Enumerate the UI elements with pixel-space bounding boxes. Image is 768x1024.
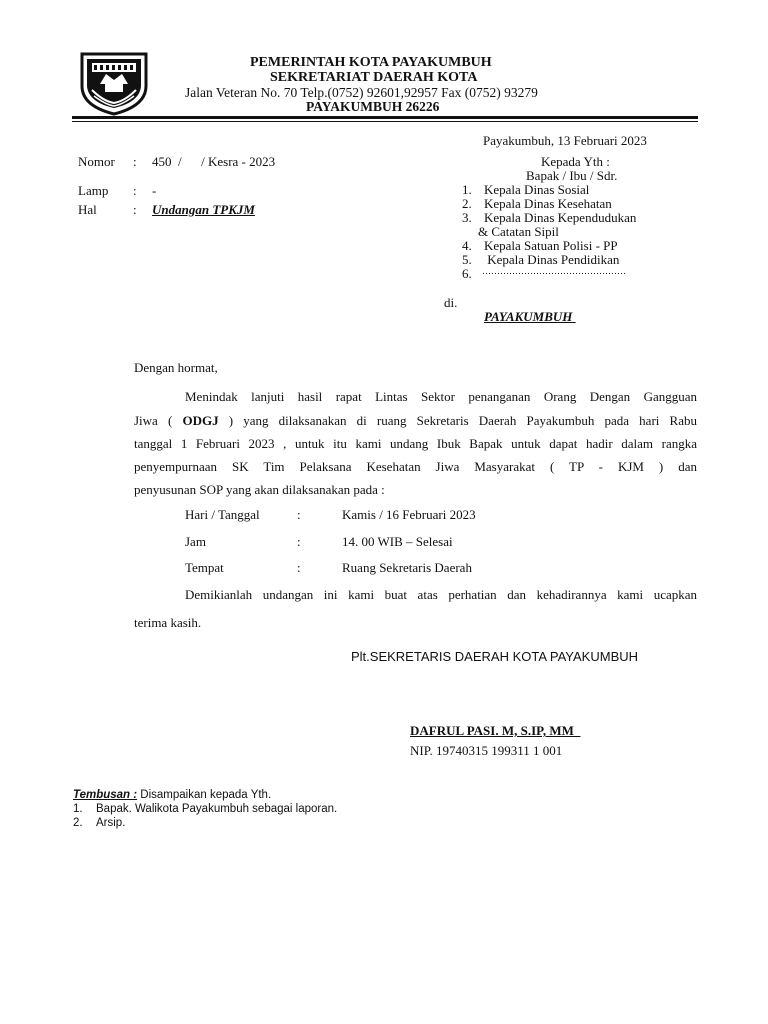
recipient-city: PAYAKUMBUH bbox=[484, 309, 576, 324]
closing-line-2: terima kasih. bbox=[134, 615, 202, 630]
recipient-item-6-dots: ………………………………………… bbox=[482, 266, 626, 276]
recipient-item-2: Kepala Dinas Kesehatan bbox=[484, 196, 612, 211]
schedule-label-time: Jam bbox=[185, 534, 206, 549]
nomor-colon: : bbox=[133, 154, 137, 169]
recipient-item-4: Kepala Satuan Polisi - PP bbox=[484, 238, 618, 253]
closing-line-1: Demikianlah undangan ini kami buat atas perhatian dan kehadirannya kami ucapkan bbox=[185, 587, 697, 602]
lamp-colon: : bbox=[133, 183, 137, 198]
signatory-nip: NIP. 19740315 199311 1 001 bbox=[410, 743, 563, 758]
hal-value: Undangan TPKJM bbox=[152, 202, 255, 217]
city-emblem-logo bbox=[78, 50, 150, 116]
recipient-item-1: Kepala Dinas Sosial bbox=[484, 182, 590, 197]
recipient-num-2: 2. bbox=[462, 196, 472, 211]
paragraph-line-2-c: ) yang dilaksanakan di ruang Sekretaris Daerah Payakumbuh pada hari Rabu bbox=[218, 413, 697, 428]
schedule-colon-day: : bbox=[297, 507, 301, 522]
nomor-value: 450 / / Kesra - 2023 bbox=[152, 154, 276, 169]
signatory-name: DAFRUL PASI. M, S.IP, MM bbox=[410, 723, 581, 738]
hal-colon: : bbox=[133, 202, 137, 217]
header-secretariat: SEKRETARIAT DAERAH KOTA bbox=[270, 70, 478, 85]
tembusan-line bbox=[73, 789, 271, 801]
kepada-yth: Kepada Yth : bbox=[541, 154, 610, 169]
schedule-label-place: Tempat bbox=[185, 560, 224, 575]
lamp-label: Lamp bbox=[78, 183, 109, 198]
lamp-value: - bbox=[152, 183, 157, 198]
hal-label: Hal bbox=[78, 202, 97, 217]
letterhead-rule-thin bbox=[72, 121, 698, 122]
tembusan-num-1: 1. bbox=[73, 803, 83, 815]
recipient-item-5: Kepala Dinas Pendidikan bbox=[484, 252, 620, 267]
header-address: Jalan Veteran No. 70 Telp.(0752) 92601,92957 Fax (0752) 93279 bbox=[185, 85, 538, 100]
tembusan-item-2: Arsip. bbox=[96, 817, 126, 829]
recipient-num-4: 4. bbox=[462, 238, 472, 253]
paragraph-line-5: penyusunan SOP yang akan dilaksanakan pada : bbox=[134, 482, 385, 497]
schedule-value-time: 14. 00 WIB – Selesai bbox=[342, 534, 453, 549]
recipient-num-6: 6. bbox=[462, 266, 472, 281]
schedule-label-day: Hari / Tanggal bbox=[185, 507, 260, 522]
tembusan-num-2: 2. bbox=[73, 817, 83, 829]
schedule-value-day: Kamis / 16 Februari 2023 bbox=[342, 507, 476, 522]
paragraph-line-2-a: Jiwa ( bbox=[134, 413, 183, 428]
schedule-value-place: Ruang Sekretaris Daerah bbox=[342, 560, 472, 575]
schedule-colon-time: : bbox=[297, 534, 301, 549]
paragraph-line-3: tanggal 1 Februari 2023 , untuk itu kami undang Ibuk Bapak untuk dapat hadir dalam rangka bbox=[134, 436, 697, 451]
tembusan-intro: Disampaikan kepada Yth. bbox=[137, 789, 272, 801]
greeting: Dengan hormat, bbox=[134, 360, 218, 375]
recipient-item-3-cont: & Catatan Sipil bbox=[478, 224, 559, 239]
letter-date: Payakumbuh, 13 Februari 2023 bbox=[483, 133, 647, 148]
recipient-num-5: 5. bbox=[462, 252, 472, 267]
schedule-colon-place: : bbox=[297, 560, 301, 575]
recipient-salutation: Bapak / Ibu / Sdr. bbox=[526, 168, 618, 183]
tembusan-item-1: Bapak. Walikota Payakumbuh sebagai laporan. bbox=[96, 803, 338, 815]
recipient-num-1: 1. bbox=[462, 182, 472, 197]
recipient-num-3: 3. bbox=[462, 210, 472, 225]
paragraph-line-1: Menindak lanjuti hasil rapat Lintas Sektor penanganan Orang Dengan Gangguan bbox=[185, 389, 697, 404]
nomor-label: Nomor bbox=[78, 154, 115, 169]
recipient-item-3: Kepala Dinas Kependudukan bbox=[484, 210, 637, 225]
signature-title: Plt.SEKRETARIS DAERAH KOTA PAYAKUMBUH bbox=[351, 649, 639, 664]
header-government: PEMERINTAH KOTA PAYAKUMBUH bbox=[250, 55, 492, 70]
tembusan-label: Tembusan : bbox=[73, 789, 138, 801]
paragraph-line-2 bbox=[134, 413, 697, 429]
letterhead-rule-thick bbox=[72, 116, 698, 119]
di-label: di. bbox=[444, 295, 458, 310]
paragraph-line-4: penyempurnaan SK Tim Pelaksana Kesehatan Jiwa Masyarakat ( TP - KJM ) dan bbox=[134, 459, 697, 474]
odgj-bold: ODGJ bbox=[182, 413, 219, 428]
header-city-postcode: PAYAKUMBUH 26226 bbox=[306, 99, 440, 114]
